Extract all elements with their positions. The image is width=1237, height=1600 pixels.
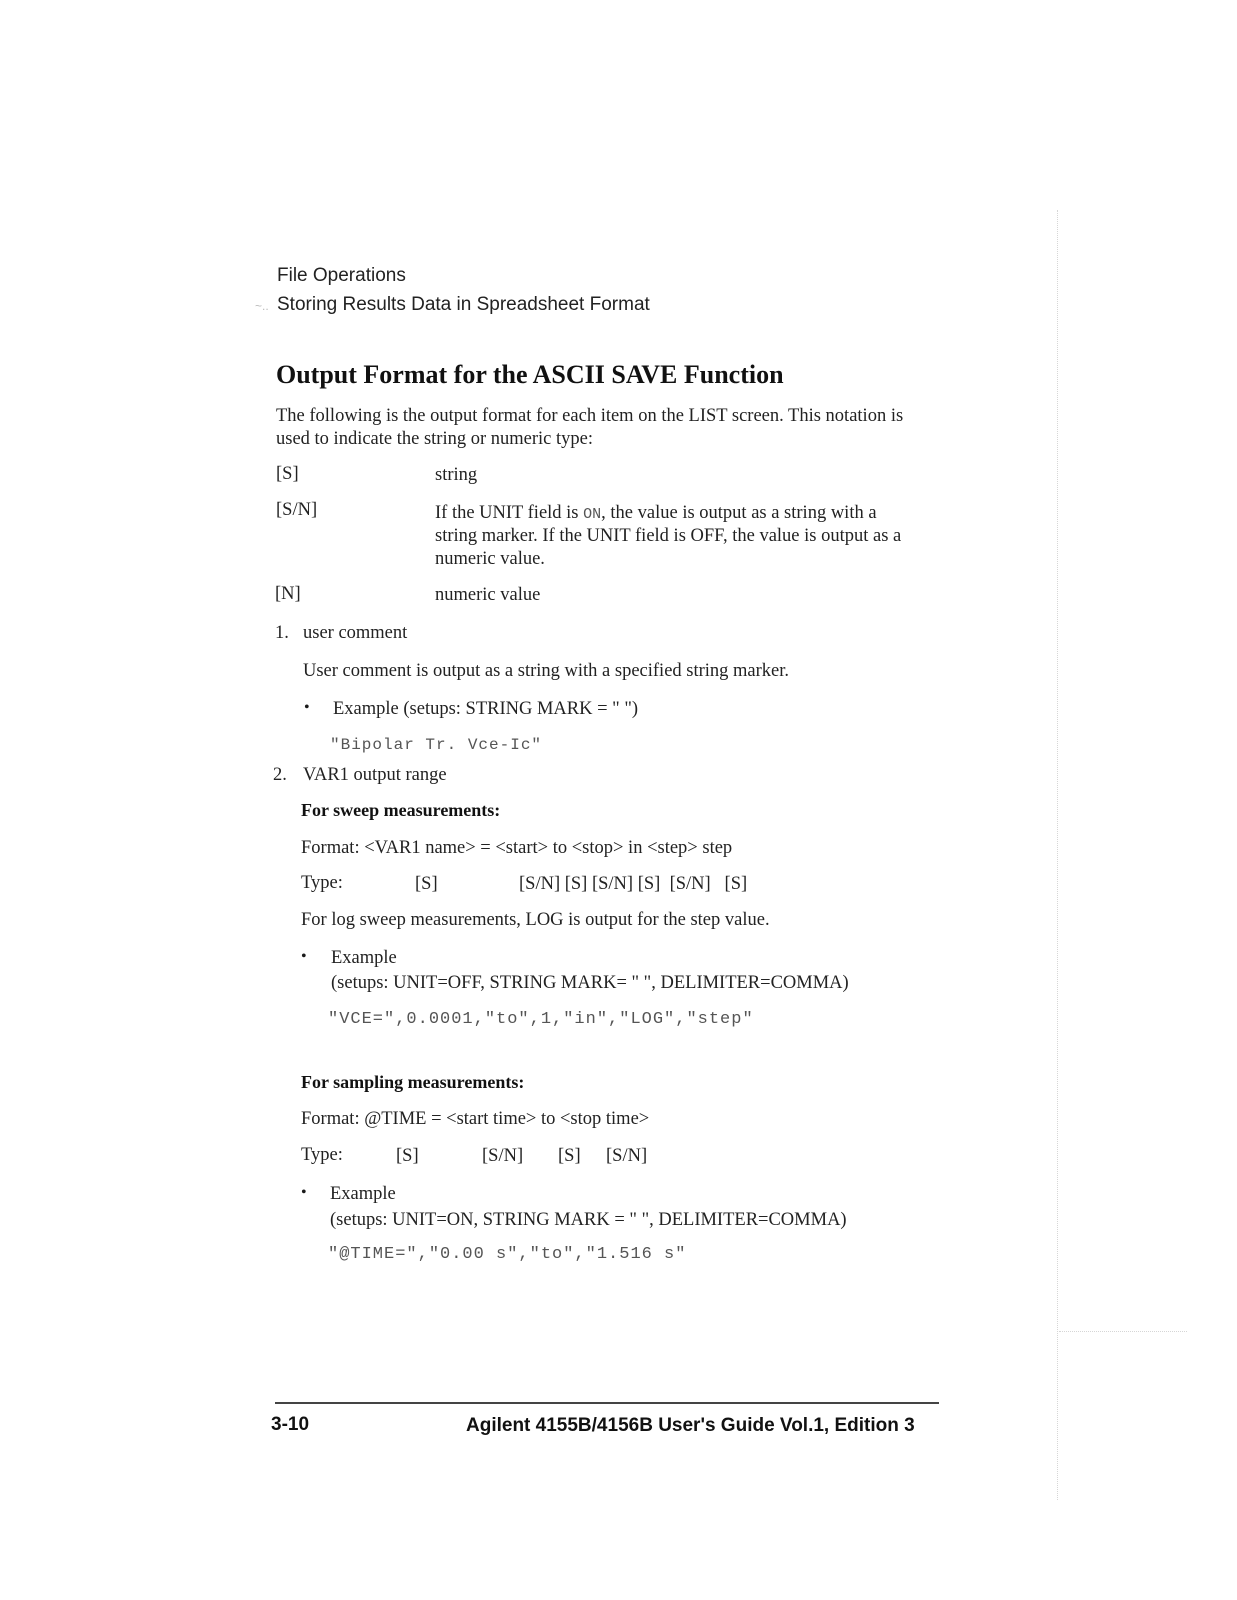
item-1-bullet: •	[304, 699, 310, 716]
notation-term-sn: [S/N]	[276, 500, 318, 520]
sampling-type-3: [S]	[558, 1146, 581, 1166]
sampling-type-1: [S]	[396, 1146, 419, 1166]
sweep-type-s: [S]	[415, 874, 438, 894]
notation-desc-s: string	[435, 465, 478, 485]
sweep-heading: For sweep measurements:	[301, 800, 501, 820]
footer-rule	[275, 1402, 939, 1404]
item-1-code: "Bipolar Tr. Vce-Ic"	[330, 736, 543, 754]
header-section: File Operations	[277, 265, 406, 286]
sampling-format: Format: @TIME = <start time> to <stop time>	[301, 1109, 650, 1129]
notation-term-s: [S]	[276, 464, 299, 484]
notation-desc-sn-line-2: string marker. If the UNIT field is OFF, the value is output as a	[435, 526, 902, 546]
sweep-log-note: For log sweep measurements, LOG is output for the step value.	[301, 910, 770, 930]
sweep-type-rest: [S/N] [S] [S/N] [S] [S/N] [S]	[519, 874, 748, 894]
scan-edge-line	[1057, 210, 1058, 1500]
sweep-type-label: Type:	[301, 873, 343, 893]
header-subsection: Storing Results Data in Spreadsheet Format	[277, 294, 650, 315]
sampling-type-4: [S/N]	[606, 1146, 648, 1166]
sampling-type-2: [S/N]	[482, 1146, 524, 1166]
intro-line-1: The following is the output format for each item on the LIST screen. This notation is	[276, 406, 904, 426]
sampling-heading: For sampling measurements:	[301, 1072, 525, 1092]
sampling-setups: (setups: UNIT=ON, STRING MARK = " ", DELIMITER=COMMA)	[330, 1210, 847, 1230]
footer-guide-title: Agilent 4155B/4156B User's Guide Vol.1, Edition 3	[466, 1415, 915, 1436]
notation-term-n: [N]	[275, 584, 301, 604]
sweep-format: Format: <VAR1 name> = <start> to <stop> in <step> step	[301, 838, 733, 858]
item-1-title: user comment	[303, 623, 408, 643]
notation-desc-sn-line-1: If the UNIT field is ON, the value is output as a string with a	[435, 503, 877, 523]
item-1-number: 1.	[275, 623, 289, 643]
sweep-code: "VCE=",0.0001,"to",1,"in","LOG","step"	[328, 1010, 754, 1029]
notation-desc-n: numeric value	[435, 585, 541, 605]
footer-page-number: 3-10	[271, 1414, 310, 1435]
scan-edge-tick	[1059, 1331, 1187, 1332]
sweep-example: Example	[331, 948, 397, 968]
item-2-title: VAR1 output range	[303, 765, 447, 785]
page-title: Output Format for the ASCII SAVE Function	[276, 360, 784, 389]
sweep-bullet: •	[301, 948, 307, 965]
notation-desc-sn-line-3: numeric value.	[435, 549, 545, 569]
item-1-example: Example (setups: STRING MARK = " ")	[333, 699, 639, 719]
item-1-description: User comment is output as a string with a specified string marker.	[303, 661, 790, 681]
sweep-setups: (setups: UNIT=OFF, STRING MARK= " ", DELIMITER=COMMA)	[331, 973, 849, 993]
margin-mark: ~..	[255, 299, 269, 313]
intro-line-2: used to indicate the string or numeric type:	[276, 429, 593, 449]
item-2-number: 2.	[273, 765, 287, 785]
sampling-code: "@TIME=","0.00 s","to","1.516 s"	[328, 1245, 687, 1264]
sampling-type-label: Type:	[301, 1145, 343, 1165]
sampling-example: Example	[330, 1184, 396, 1204]
sampling-bullet: •	[301, 1184, 307, 1201]
